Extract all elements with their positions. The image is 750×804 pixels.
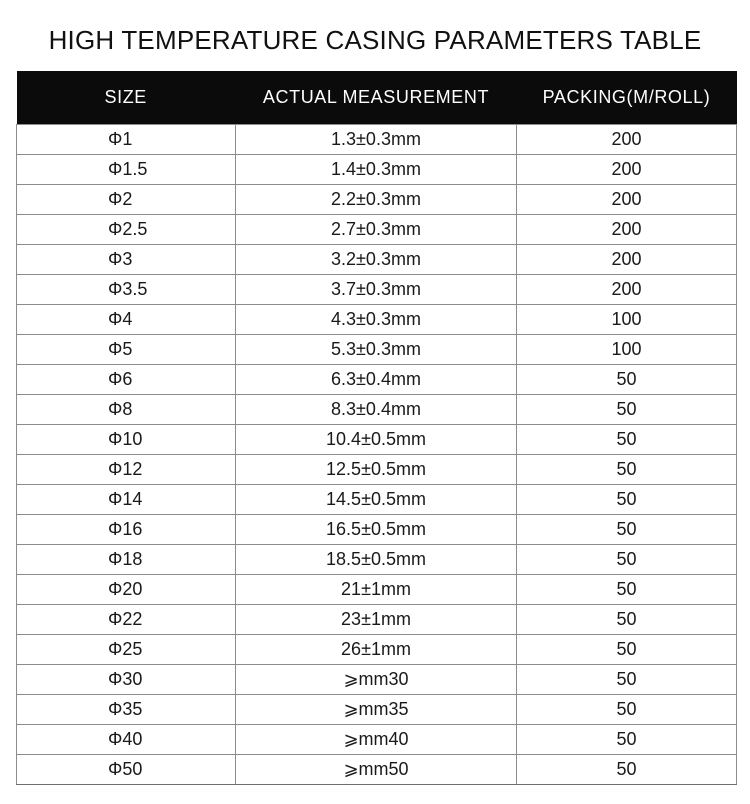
size-cell: Φ5 xyxy=(17,335,236,365)
measurement-cell: 1.3±0.3mm xyxy=(236,125,517,155)
size-cell: Φ8 xyxy=(17,395,236,425)
packing-cell: 50 xyxy=(517,575,737,605)
measurement-cell: 4.3±0.3mm xyxy=(236,305,517,335)
table-row xyxy=(17,335,737,365)
table-row xyxy=(17,725,737,755)
table-row xyxy=(17,275,737,305)
measurement-cell: ⩾mm30 xyxy=(236,665,517,695)
packing-cell: 50 xyxy=(517,365,737,395)
size-cell: Φ2 xyxy=(17,185,236,215)
parameters-table xyxy=(16,71,737,785)
packing-cell: 200 xyxy=(517,125,737,155)
table-row xyxy=(17,455,737,485)
packing-cell: 200 xyxy=(517,245,737,275)
size-cell: Φ12 xyxy=(17,455,236,485)
table-row xyxy=(17,515,737,545)
packing-cell: 200 xyxy=(517,215,737,245)
size-cell: Φ6 xyxy=(17,365,236,395)
size-cell: Φ10 xyxy=(17,425,236,455)
table-row xyxy=(17,545,737,575)
measurement-cell: 2.7±0.3mm xyxy=(236,215,517,245)
table-row xyxy=(17,755,737,785)
size-cell: Φ16 xyxy=(17,515,236,545)
packing-cell: 50 xyxy=(517,605,737,635)
packing-cell: 50 xyxy=(517,545,737,575)
size-cell: Φ25 xyxy=(17,635,236,665)
measurement-cell: 1.4±0.3mm xyxy=(236,155,517,185)
table-row xyxy=(17,485,737,515)
packing-cell: 200 xyxy=(517,155,737,185)
table-row xyxy=(17,245,737,275)
table-row xyxy=(17,425,737,455)
measurement-cell: 10.4±0.5mm xyxy=(236,425,517,455)
size-cell: Φ4 xyxy=(17,305,236,335)
packing-cell: 200 xyxy=(517,275,737,305)
column-header-packing: PACKING(M/ROLL) xyxy=(517,71,737,125)
size-cell: Φ18 xyxy=(17,545,236,575)
table-row xyxy=(17,665,737,695)
column-header-size: SIZE xyxy=(17,71,236,125)
measurement-cell: 5.3±0.3mm xyxy=(236,335,517,365)
measurement-cell: 6.3±0.4mm xyxy=(236,365,517,395)
table-body xyxy=(17,125,737,785)
column-header-measurement: ACTUAL MEASUREMENT xyxy=(236,71,517,125)
table-header xyxy=(17,71,737,125)
measurement-cell: 14.5±0.5mm xyxy=(236,485,517,515)
measurement-cell: ⩾mm35 xyxy=(236,695,517,725)
table-row xyxy=(17,575,737,605)
size-cell: Φ35 xyxy=(17,695,236,725)
size-cell: Φ22 xyxy=(17,605,236,635)
table-row xyxy=(17,395,737,425)
size-cell: Φ50 xyxy=(17,755,236,785)
measurement-cell: 12.5±0.5mm xyxy=(236,455,517,485)
measurement-cell: 3.2±0.3mm xyxy=(236,245,517,275)
table-row xyxy=(17,365,737,395)
size-cell: Φ40 xyxy=(17,725,236,755)
table-row xyxy=(17,155,737,185)
measurement-cell: 2.2±0.3mm xyxy=(236,185,517,215)
size-cell: Φ3.5 xyxy=(17,275,236,305)
measurement-cell: 16.5±0.5mm xyxy=(236,515,517,545)
table-row xyxy=(17,215,737,245)
measurement-cell: 18.5±0.5mm xyxy=(236,545,517,575)
packing-cell: 50 xyxy=(517,725,737,755)
size-cell: Φ1 xyxy=(17,125,236,155)
measurement-cell: 8.3±0.4mm xyxy=(236,395,517,425)
table-row xyxy=(17,125,737,155)
packing-cell: 100 xyxy=(517,335,737,365)
measurement-cell: 21±1mm xyxy=(236,575,517,605)
size-cell: Φ2.5 xyxy=(17,215,236,245)
packing-cell: 50 xyxy=(517,695,737,725)
size-cell: Φ3 xyxy=(17,245,236,275)
packing-cell: 200 xyxy=(517,185,737,215)
table-row xyxy=(17,635,737,665)
packing-cell: 50 xyxy=(517,455,737,485)
packing-cell: 50 xyxy=(517,635,737,665)
size-cell: Φ30 xyxy=(17,665,236,695)
measurement-cell: ⩾mm50 xyxy=(236,755,517,785)
table-row xyxy=(17,305,737,335)
size-cell: Φ20 xyxy=(17,575,236,605)
packing-cell: 50 xyxy=(517,485,737,515)
packing-cell: 50 xyxy=(517,395,737,425)
packing-cell: 50 xyxy=(517,755,737,785)
packing-cell: 50 xyxy=(517,515,737,545)
table-row xyxy=(17,695,737,725)
packing-cell: 50 xyxy=(517,665,737,695)
measurement-cell: 23±1mm xyxy=(236,605,517,635)
page-title: HIGH TEMPERATURE CASING PARAMETERS TABLE xyxy=(48,25,702,55)
size-cell: Φ14 xyxy=(17,485,236,515)
measurement-cell: 26±1mm xyxy=(236,635,517,665)
header-row xyxy=(17,71,737,125)
size-cell: Φ1.5 xyxy=(17,155,236,185)
table-row xyxy=(17,605,737,635)
table-row xyxy=(17,185,737,215)
measurement-cell: 3.7±0.3mm xyxy=(236,275,517,305)
measurement-cell: ⩾mm40 xyxy=(236,725,517,755)
packing-cell: 50 xyxy=(517,425,737,455)
packing-cell: 100 xyxy=(517,305,737,335)
